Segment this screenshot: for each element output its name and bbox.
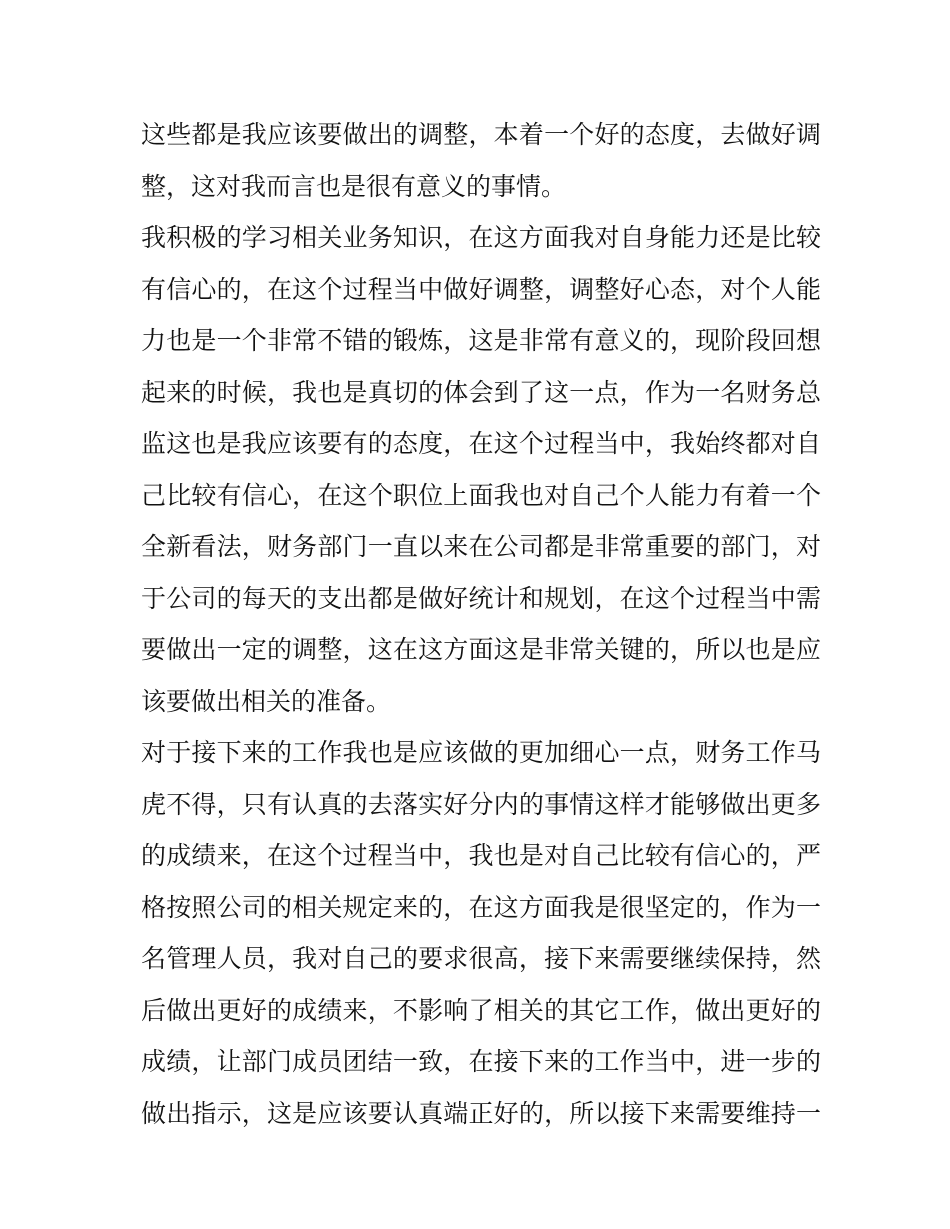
text-line: 整，这对我而言也是很有意义的事情。 — [141, 171, 567, 201]
text-line: 我积极的学习相关业务知识，在这方面我对自身能力还是比较 — [141, 223, 821, 252]
text-line: 该要做出相关的准备。 — [141, 686, 392, 716]
text-line: 做出指示，这是应该要认真端正好的，所以接下来需要维持一 — [141, 1098, 821, 1128]
text-line: 名管理人员，我对自己的要求很高，接下来需要继续保持，然 — [141, 944, 821, 973]
text-line: 这些都是我应该要做出的调整，本着一个好的态度，去做好调 — [141, 120, 821, 149]
text-line: 后做出更好的成绩来，不影响了相关的其它工作，做出更好的 — [141, 995, 821, 1025]
text-line: 要做出一定的调整，这在这方面这是非常关键的，所以也是应 — [141, 635, 821, 664]
document-body — [141, 109, 821, 1139]
text-line: 己比较有信心，在这个职位上面我也对自己个人能力有着一个 — [141, 480, 821, 510]
text-line: 虎不得，只有认真的去落实好分内的事情这样才能够做出更多 — [141, 789, 821, 819]
text-line: 格按照公司的相关规定来的，在这方面我是很坚定的，作为一 — [141, 892, 821, 922]
text-line: 于公司的每天的支出都是做好统计和规划，在这个过程当中需 — [141, 583, 821, 613]
text-line: 起来的时候，我也是真切的体会到了这一点，作为一名财务总 — [141, 377, 821, 407]
text-line: 对于接下来的工作我也是应该做的更加细心一点，财务工作马 — [141, 738, 821, 767]
text-line: 力也是一个非常不错的锻炼，这是非常有意义的，现阶段回想 — [141, 326, 821, 355]
text-line: 的成绩来，在这个过程当中，我也是对自己比较有信心的，严 — [141, 841, 821, 870]
text-line: 有信心的，在这个过程当中做好调整，调整好心态，对个人能 — [141, 274, 821, 304]
text-line: 成绩，让部门成员团结一致，在接下来的工作当中，进一步的 — [141, 1047, 821, 1076]
text-line: 全新看法，财务部门一直以来在公司都是非常重要的部门，对 — [141, 532, 821, 561]
text-line: 监这也是我应该要有的态度，在这个过程当中，我始终都对自 — [141, 429, 821, 458]
